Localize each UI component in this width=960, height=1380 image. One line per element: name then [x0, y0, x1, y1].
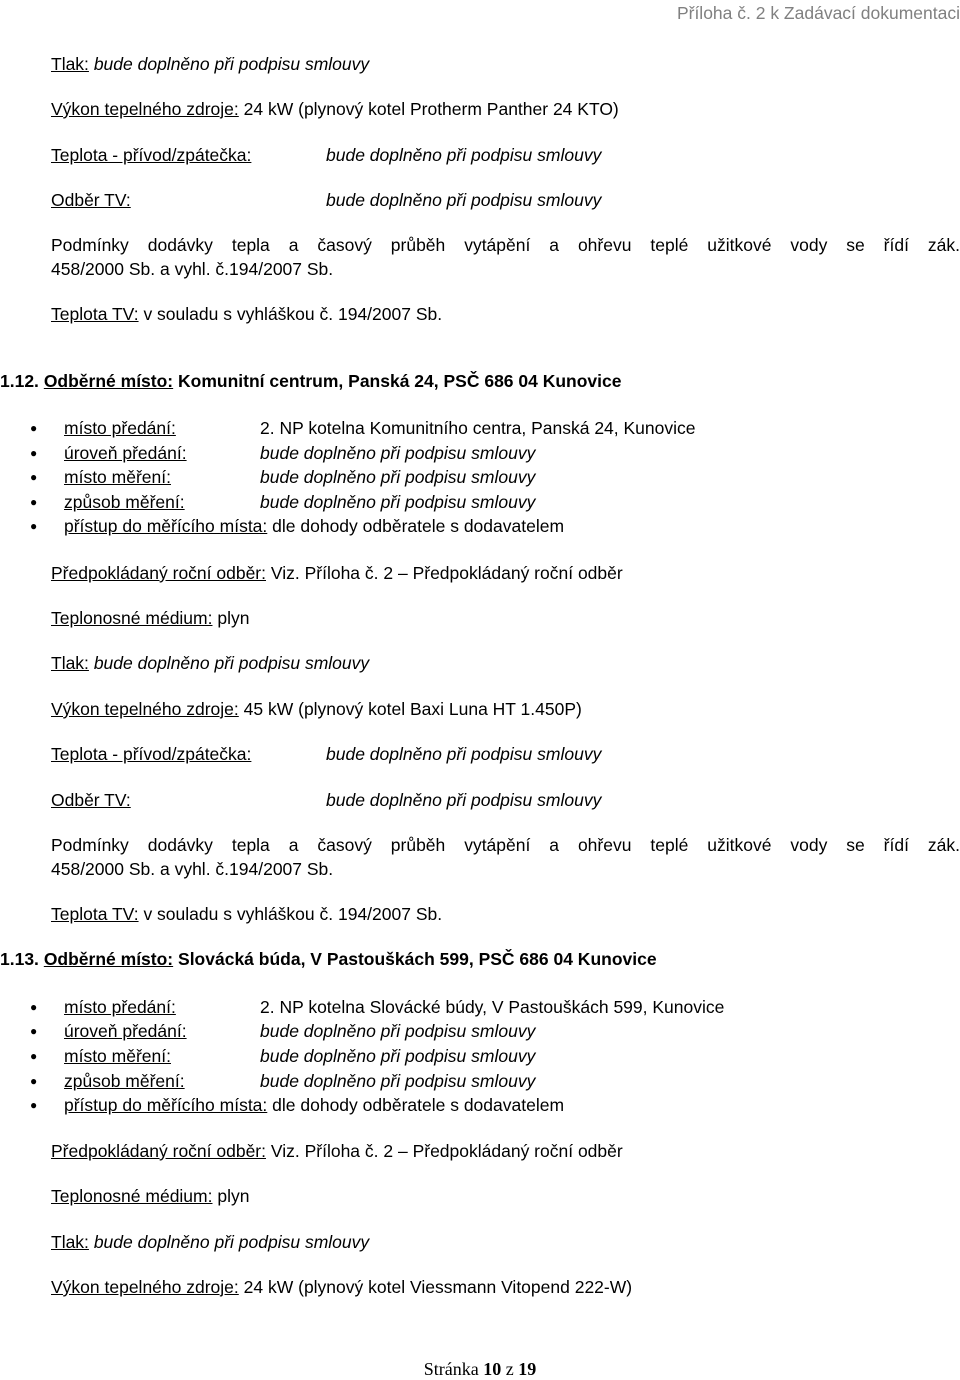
- s12-podminky-line-1: Podmínky dodávky tepla a časový průběh vytápění a ohřevu teplé užitkové vody se řídí zák.: [51, 835, 960, 855]
- s12-bullet-value: dle dohody odběratele s dodavatelem: [272, 516, 565, 536]
- section-12-number: 1.12.: [0, 371, 39, 391]
- s13-tlak-label: Tlak:: [51, 1232, 89, 1252]
- vykon-value: 24 kW (plynový kotel Protherm Panther 24 KTO): [243, 99, 619, 119]
- s12-bullet-value: 2. NP kotelna Komunitního centra, Panská 24, Kunovice: [260, 418, 696, 438]
- s12-bullet-label: místo měření:: [64, 467, 171, 487]
- section-13-heading: [0, 948, 657, 970]
- tlak-value: bude doplněno při podpisu smlouvy: [93, 54, 370, 74]
- s13-tlak-row: [51, 1231, 369, 1253]
- bullet-icon: ●: [30, 1000, 38, 1014]
- vykon-label: Výkon tepelného zdroje:: [51, 99, 239, 119]
- teplota-tv-value: v souladu s vyhláškou č. 194/2007 Sb.: [143, 304, 443, 324]
- bullet-icon: ●: [30, 519, 38, 533]
- s13-tlak-value: bude doplněno při podpisu smlouvy: [93, 1232, 370, 1252]
- s12-vykon-value: 45 kW (plynový kotel Baxi Luna HT 1.450P): [243, 699, 582, 719]
- bullet-icon: ●: [30, 470, 38, 484]
- teplota-tv-label: Teplota TV:: [51, 304, 139, 324]
- s12-vykon-row: [51, 698, 582, 720]
- s13-bullet-value: bude doplněno při podpisu smlouvy: [260, 1046, 536, 1066]
- bullet-icon: ●: [30, 1024, 38, 1038]
- s12-odber-label: Odběr TV:: [51, 790, 131, 810]
- s12-teplota-tv-row: [51, 903, 442, 925]
- odber-value: bude doplněno při podpisu smlouvy: [326, 190, 602, 210]
- teplota-value: bude doplněno při podpisu smlouvy: [326, 145, 602, 165]
- page-footer: [0, 1358, 960, 1380]
- s12-predpoklad-row: [51, 562, 623, 584]
- s12-medium-label: Teplonosné médium:: [51, 608, 213, 628]
- footer-mid: z: [505, 1359, 514, 1379]
- s13-medium-label: Teplonosné médium:: [51, 1186, 213, 1206]
- s12-medium-row: [51, 607, 249, 629]
- page-header: Příloha č. 2 k Zadávací dokumentaci: [676, 3, 960, 23]
- s12-bullet-value: bude doplněno při podpisu smlouvy: [260, 467, 536, 487]
- bullet-icon: ●: [30, 1098, 38, 1112]
- teplota-tv-row: [51, 303, 442, 325]
- s12-teplota-value: bude doplněno při podpisu smlouvy: [326, 744, 602, 764]
- s13-bullet-label: místo předání:: [64, 997, 176, 1017]
- footer-page: 10: [483, 1359, 502, 1379]
- s12-bullet-label: úroveň předání:: [64, 443, 187, 463]
- section-13-title-label: Odběrné místo:: [43, 949, 174, 969]
- podminky-line-2: 458/2000 Sb. a vyhl. č.194/2007 Sb.: [51, 259, 334, 279]
- s12-bullet-value: bude doplněno při podpisu smlouvy: [260, 492, 536, 512]
- s12-bullet-label: způsob měření:: [64, 492, 185, 512]
- s13-bullet-label: způsob měření:: [64, 1071, 185, 1091]
- bullet-icon: ●: [30, 1074, 38, 1088]
- s12-bullet-value: bude doplněno při podpisu smlouvy: [260, 443, 536, 463]
- section-13-number: 1.13.: [0, 949, 39, 969]
- s13-vykon-row: [51, 1276, 632, 1298]
- s12-teplota-tv-value: v souladu s vyhláškou č. 194/2007 Sb.: [143, 904, 443, 924]
- s13-bullet-value: bude doplněno při podpisu smlouvy: [260, 1021, 536, 1041]
- s12-bullet-label: přístup do měřícího místa:: [64, 516, 268, 536]
- bullet-icon: ●: [30, 1049, 38, 1063]
- podminky-line-1: Podmínky dodávky tepla a časový průběh vytápění a ohřevu teplé užitkové vody se řídí zák.: [51, 235, 960, 255]
- section-12-title-value: Komunitní centrum, Panská 24, PSČ 686 04 Kunovice: [178, 371, 622, 391]
- footer-total: 19: [518, 1359, 537, 1379]
- s12-bullet-row: [64, 515, 564, 537]
- s12-bullet-label: místo předání:: [64, 418, 176, 438]
- s13-bullet-value: dle dohody odběratele s dodavatelem: [272, 1095, 565, 1115]
- s13-vykon-label: Výkon tepelného zdroje:: [51, 1277, 239, 1297]
- s12-teplota-label: Teplota - přívod/zpátečka:: [51, 744, 252, 764]
- s12-podminky-line-2: 458/2000 Sb. a vyhl. č.194/2007 Sb.: [51, 859, 334, 879]
- s13-bullet-label: přístup do měřícího místa:: [64, 1095, 268, 1115]
- section-12-heading: [0, 370, 622, 392]
- s12-medium-value: plyn: [217, 608, 250, 628]
- section-12-title-label: Odběrné místo:: [43, 371, 174, 391]
- teplota-label: Teplota - přívod/zpátečka:: [51, 145, 252, 165]
- s12-predpoklad-label: Předpokládaný roční odběr:: [51, 563, 266, 583]
- section-13-title-value: Slovácká búda, V Pastouškách 599, PSČ 686 04 Kunovice: [178, 949, 657, 969]
- s13-medium-value: plyn: [217, 1186, 250, 1206]
- footer-prefix: Stránka: [423, 1359, 479, 1379]
- s13-predpoklad-label: Předpokládaný roční odběr:: [51, 1141, 266, 1161]
- tlak-label: Tlak:: [51, 54, 89, 74]
- s13-vykon-value: 24 kW (plynový kotel Viessmann Vitopend 222-W): [243, 1277, 633, 1297]
- s12-tlak-label: Tlak:: [51, 653, 89, 673]
- s12-vykon-label: Výkon tepelného zdroje:: [51, 699, 239, 719]
- bullet-icon: ●: [30, 421, 38, 435]
- s12-odber-value: bude doplněno při podpisu smlouvy: [326, 790, 602, 810]
- s13-bullet-value: 2. NP kotelna Slovácké búdy, V Pastouškách 599, Kunovice: [260, 997, 725, 1017]
- s13-predpoklad-value: Viz. Příloha č. 2 – Předpokládaný roční odběr: [270, 1141, 623, 1161]
- s13-predpoklad-row: [51, 1140, 623, 1162]
- s12-tlak-value: bude doplněno při podpisu smlouvy: [93, 653, 370, 673]
- s13-bullet-value: bude doplněno při podpisu smlouvy: [260, 1071, 536, 1091]
- s13-bullet-label: místo měření:: [64, 1046, 171, 1066]
- tlak-row: [51, 53, 369, 75]
- s13-medium-row: [51, 1185, 249, 1207]
- vykon-row: [51, 98, 619, 120]
- s12-predpoklad-value: Viz. Příloha č. 2 – Předpokládaný roční odběr: [270, 563, 623, 583]
- bullet-icon: ●: [30, 446, 38, 460]
- bullet-icon: ●: [30, 495, 38, 509]
- s13-bullet-row: [64, 1094, 564, 1116]
- s13-bullet-label: úroveň předání:: [64, 1021, 187, 1041]
- s12-teplota-tv-label: Teplota TV:: [51, 904, 139, 924]
- s12-tlak-row: [51, 652, 369, 674]
- odber-label: Odběr TV:: [51, 190, 131, 210]
